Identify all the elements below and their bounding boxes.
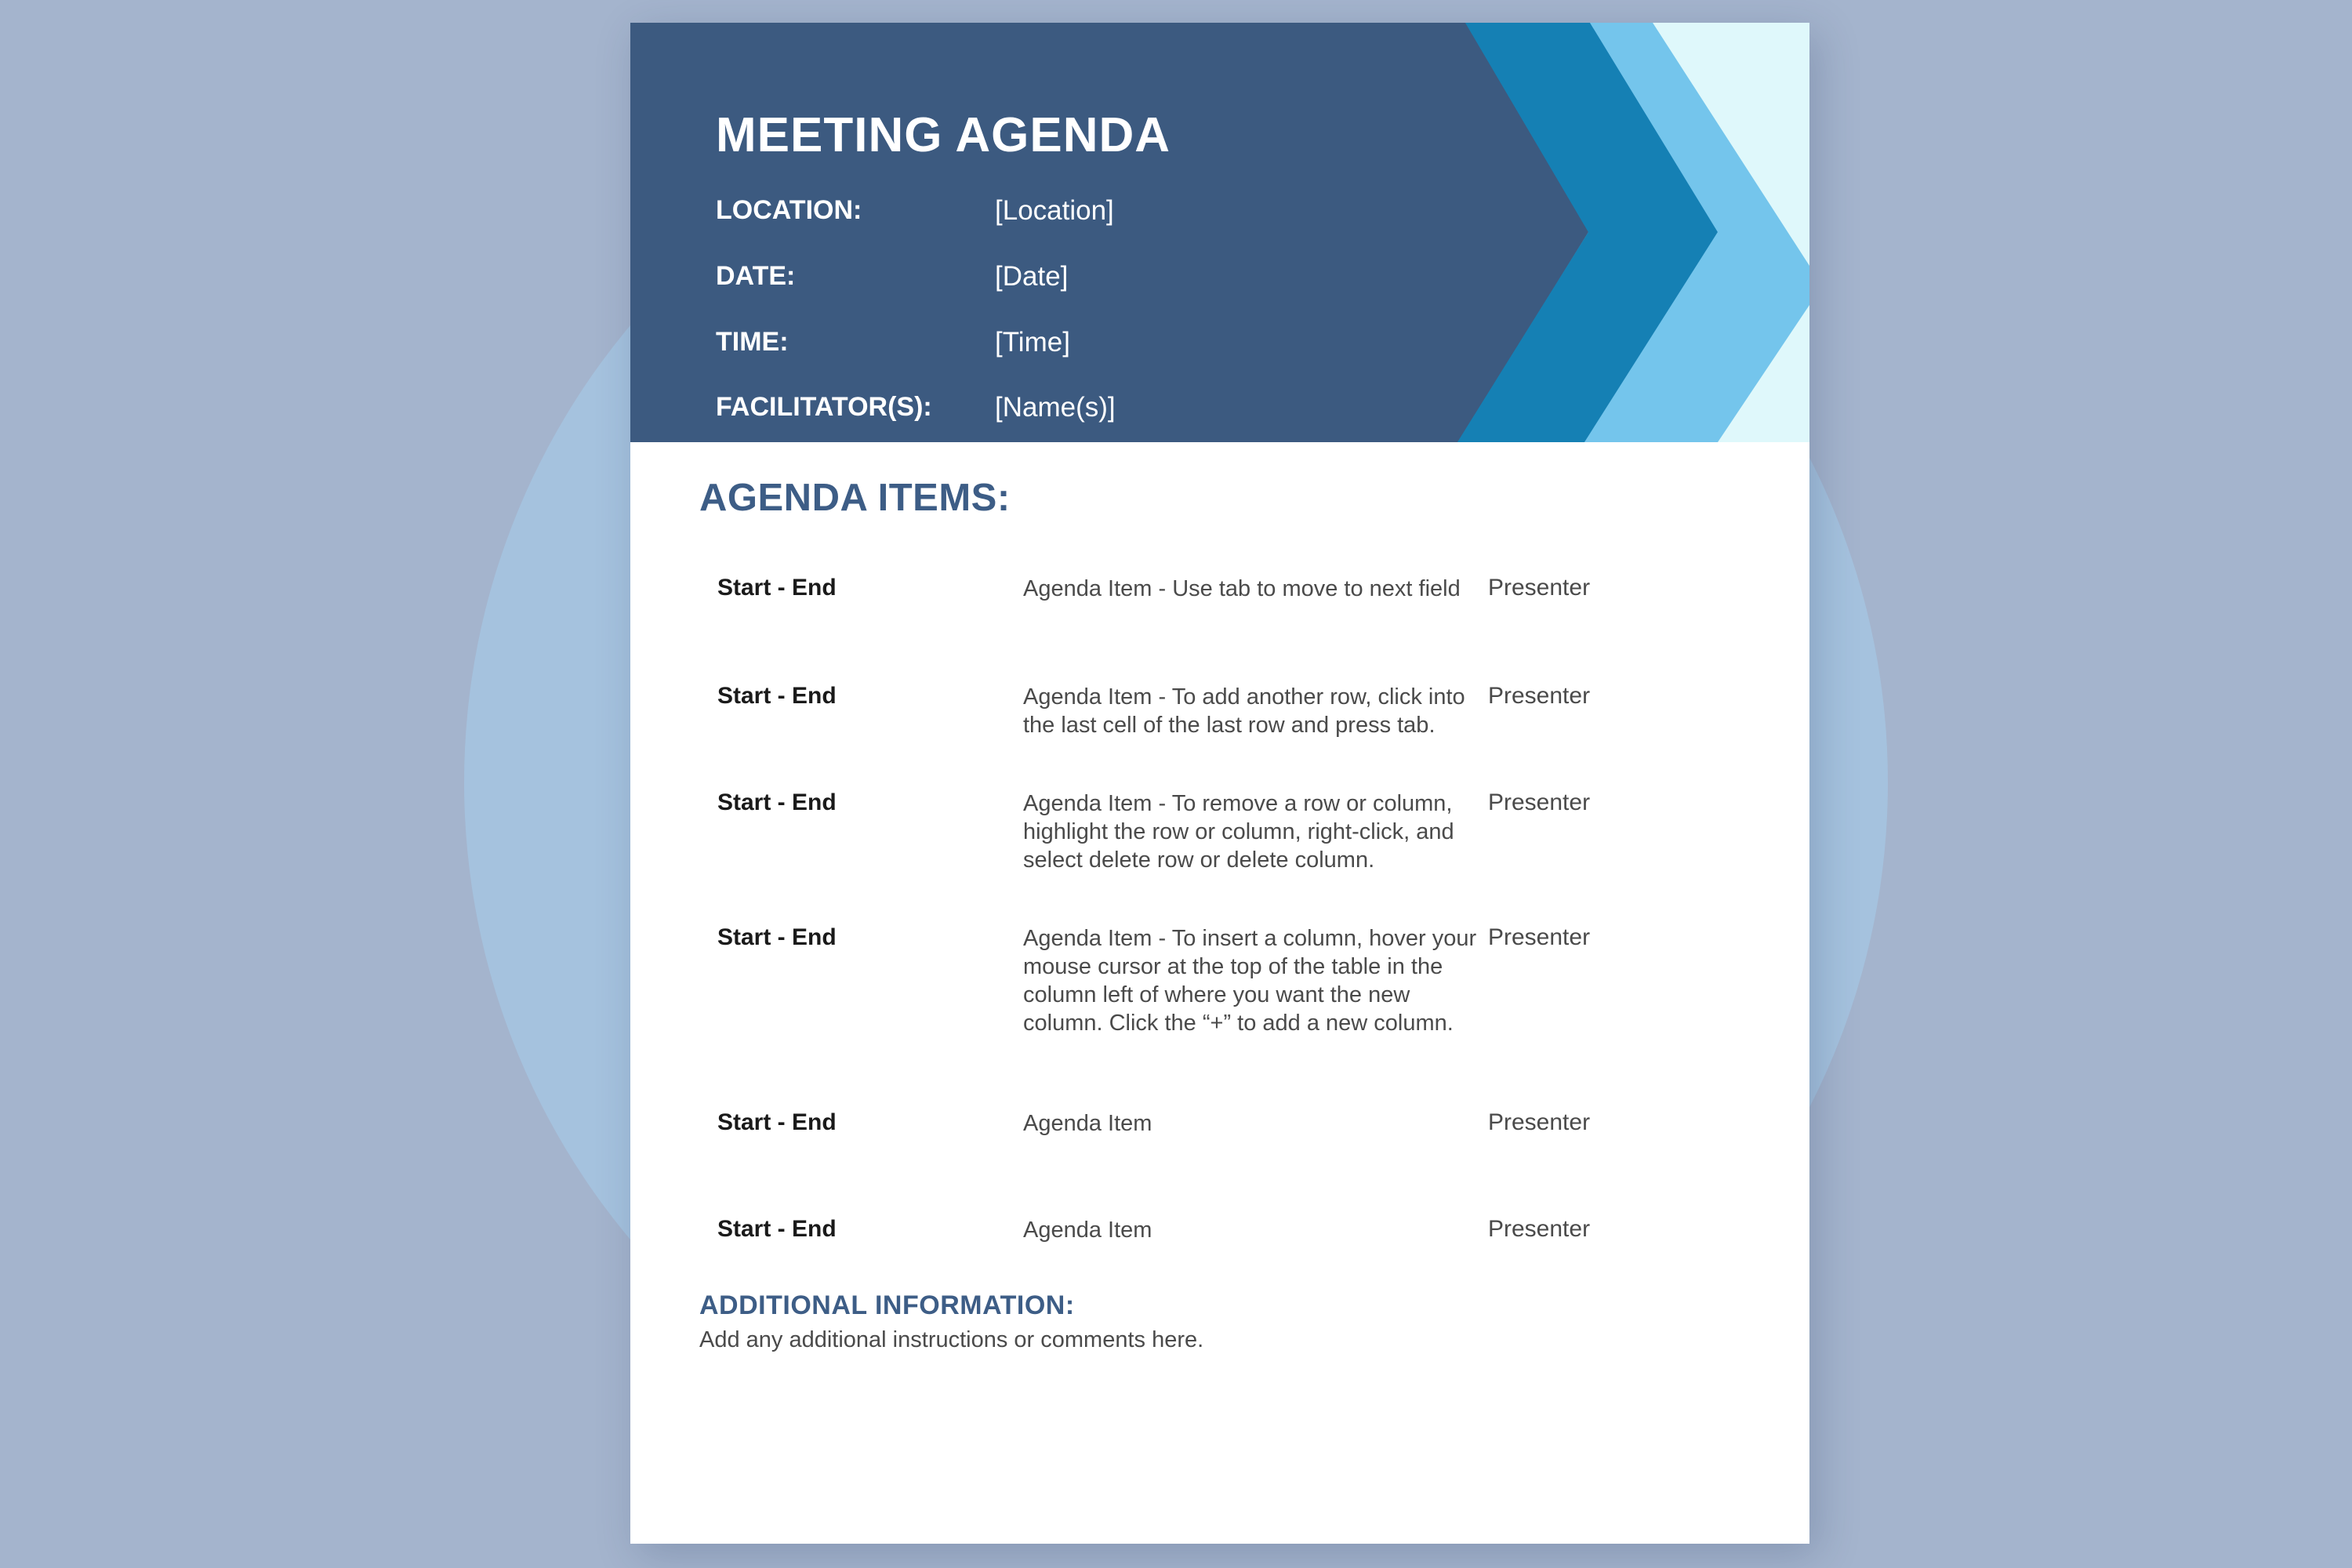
- agenda-time-cell[interactable]: Start - End: [717, 575, 837, 601]
- agenda-presenter-cell[interactable]: Presenter: [1488, 575, 1591, 601]
- agenda-item-cell[interactable]: Agenda Item - To remove a row or column, highlight the row or column, right-click, and select delete row or delete column.: [1023, 791, 1454, 873]
- additional-info-heading: ADDITIONAL INFORMATION:: [699, 1290, 1075, 1320]
- agenda-item-cell[interactable]: Agenda Item - To add another row, click into the last cell of the last row and press tab.: [1023, 684, 1465, 738]
- date-field[interactable]: [Date]: [995, 261, 1069, 292]
- agenda-presenter-cell[interactable]: Presenter: [1488, 683, 1591, 709]
- agenda-time-cell[interactable]: Start - End: [717, 1109, 837, 1135]
- header-banner: [630, 23, 1809, 442]
- additional-info-text[interactable]: Add any additional instructions or comments here.: [699, 1327, 1204, 1352]
- agenda-item-cell[interactable]: Agenda Item: [1023, 1111, 1152, 1136]
- agenda-presenter-cell[interactable]: Presenter: [1488, 924, 1591, 950]
- agenda-time-cell[interactable]: Start - End: [717, 1216, 837, 1242]
- facilitator-field[interactable]: [Name(s)]: [995, 392, 1116, 423]
- time-field[interactable]: [Time]: [995, 327, 1070, 358]
- location-field[interactable]: [Location]: [995, 195, 1114, 226]
- agenda-time-cell[interactable]: Start - End: [717, 683, 837, 709]
- agenda-item-cell[interactable]: Agenda Item - Use tab to move to next field: [1023, 576, 1461, 601]
- agenda-presenter-cell[interactable]: Presenter: [1488, 789, 1591, 815]
- agenda-presenter-cell[interactable]: Presenter: [1488, 1216, 1591, 1242]
- agenda-heading: AGENDA ITEMS:: [699, 477, 1011, 519]
- meta-label: FACILITATOR(S):: [716, 392, 932, 422]
- agenda-item-cell[interactable]: Agenda Item: [1023, 1218, 1152, 1243]
- meta-label: DATE:: [716, 261, 796, 291]
- agenda-time-cell[interactable]: Start - End: [717, 789, 837, 815]
- meta-label: LOCATION:: [716, 195, 862, 225]
- agenda-presenter-cell[interactable]: Presenter: [1488, 1109, 1591, 1135]
- chevron-overlay: [630, 23, 1809, 442]
- agenda-time-cell[interactable]: Start - End: [717, 924, 837, 950]
- agenda-page: [630, 23, 1809, 1544]
- page-title: MEETING AGENDA: [716, 108, 1171, 162]
- meta-label: TIME:: [716, 327, 789, 357]
- agenda-item-cell[interactable]: Agenda Item - To insert a column, hover your mouse cursor at the top of the table in the column left of where you want the new column. Click the “+” to add a new column.: [1023, 926, 1477, 1036]
